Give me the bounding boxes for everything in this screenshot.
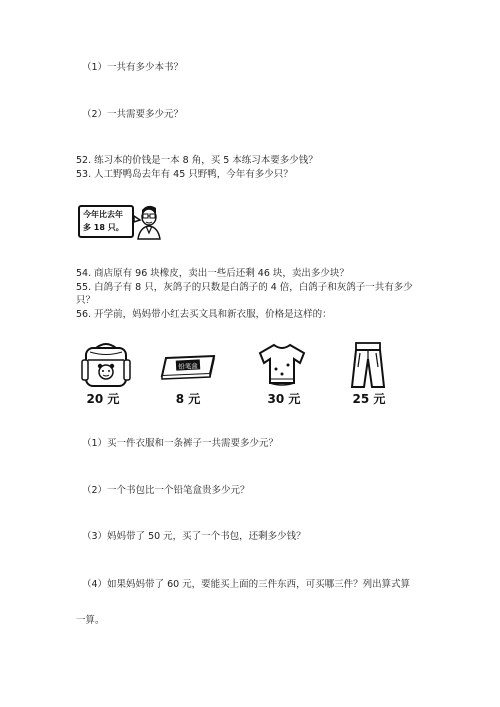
question-54: 54. 商店原有 96 块橡皮，卖出一些后还剩 46 块，卖出多少块？: [76, 268, 349, 279]
question-56-sub-4-line-2: 一算。: [76, 615, 105, 626]
question-56-sub-4-line-1: （4）如果妈妈带了 60 元，要能买上面的三件东西，可买哪三件？列出算式算: [82, 579, 411, 590]
bubble-line-1: 今年比去年: [83, 210, 123, 219]
question-sub-2: （2）一共需要多少元？: [82, 109, 184, 120]
pencil-case-label: 铅笔盒: [178, 361, 199, 372]
backpack-icon: [76, 340, 136, 388]
pants-price: 25 元: [352, 392, 386, 406]
question-56: 56. 开学前，妈妈带小红去买文具和新衣服，价格是这样的：: [76, 309, 332, 320]
bubble-line-2: 多 18 只。: [83, 223, 124, 232]
question-56-sub-2: （2）一个书包比一个铅笔盒贵多少元？: [82, 485, 250, 496]
teacher-icon: [132, 202, 164, 240]
shirt-icon: [254, 341, 310, 387]
question-56-sub-1: （1）买一件衣服和一条裤子一共需要多少元？: [82, 438, 279, 449]
question-56-sub-3: （3）妈妈带了 50 元，买了一个书包，还剩多少钱？: [82, 531, 306, 542]
pants-icon: [348, 341, 388, 389]
backpack-price: 20 元: [86, 392, 120, 406]
question-sub-1: （1）一共有多少本书？: [82, 62, 184, 73]
question-55-line-2: 只？: [76, 295, 96, 306]
question-52: 52. 练习本的价钱是一本 8 角，买 5 本练习本要多少钱？: [76, 155, 318, 166]
shirt-price: 30 元: [267, 392, 301, 406]
question-53: 53. 人工野鸭岛去年有 45 只野鸭，今年有多少只？: [76, 169, 293, 180]
speech-bubble: [78, 205, 134, 238]
pencil-case-price: 8 元: [175, 392, 201, 406]
question-55-line-1: 55. 白鸽子有 8 只，灰鸽子的只数是白鸽子的 4 倍，白鸽子和灰鸽子一共有多少: [76, 282, 413, 293]
pencil-case-icon: [160, 352, 216, 380]
